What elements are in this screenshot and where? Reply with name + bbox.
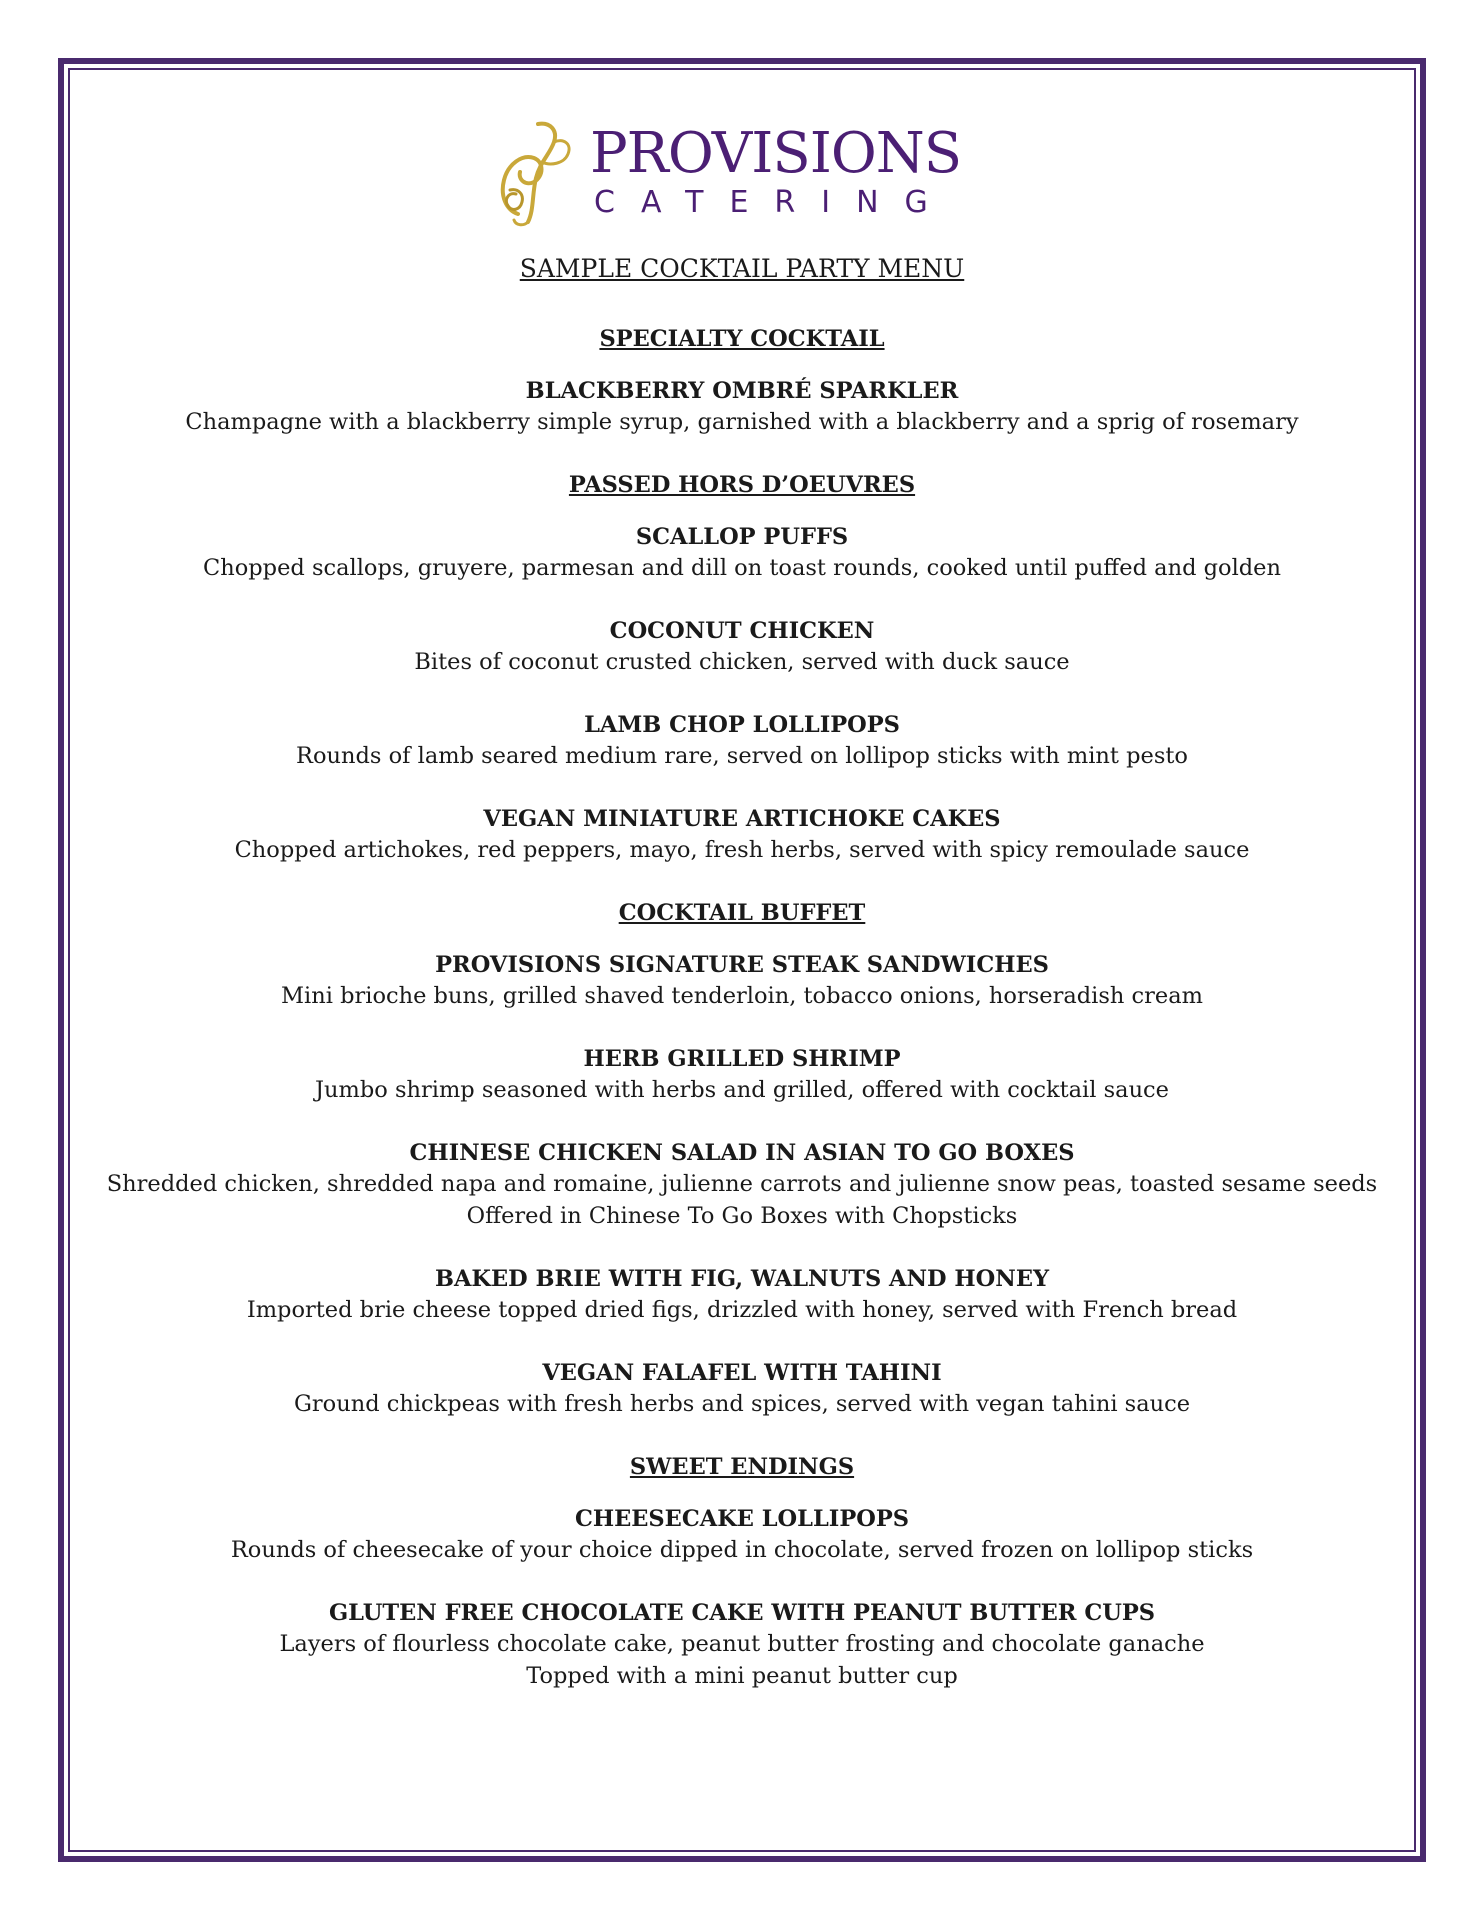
item-name: VEGAN FALAFEL WITH TAHINI — [542, 1360, 942, 1386]
item-description: Topped with a mini peanut butter cup — [526, 1663, 958, 1689]
item-description: Ground chickpeas with fresh herbs and spices, served with vegan tahini sauce — [293, 1391, 1191, 1417]
section-sweet-endings — [80, 1452, 1404, 1692]
item-name: CHEESECAKE LOLLIPOPS — [574, 1506, 910, 1532]
menu-content — [80, 252, 1404, 1724]
menu-item — [80, 1044, 1404, 1106]
item-name: SCALLOP PUFFS — [635, 524, 849, 550]
logo-subtitle: CATERING — [594, 185, 954, 220]
item-description: Bites of coconut crusted chicken, served with duck sauce — [414, 649, 1070, 675]
item-description: Rounds of cheesecake of your choice dipped in chocolate, served frozen on lollipop sticks — [230, 1537, 1254, 1563]
item-description: Shredded chicken, shredded napa and romaine, julienne carrots and julienne snow peas, toasted sesame seeds — [106, 1171, 1378, 1197]
item-description: Layers of flourless chocolate cake, peanut butter frosting and chocolate ganache — [279, 1631, 1205, 1657]
menu-item — [80, 1264, 1404, 1326]
section-passed-hors-doeuvres — [80, 470, 1404, 866]
item-description: Mini brioche buns, grilled shaved tenderloin, tobacco onions, horseradish cream — [281, 983, 1203, 1009]
section-title: COCKTAIL BUFFET — [618, 900, 866, 926]
item-description: Offered in Chinese To Go Boxes with Chopsticks — [466, 1203, 1018, 1229]
provisions-catering-logo — [488, 118, 988, 230]
section-title: PASSED HORS D’OEUVRES — [568, 472, 916, 498]
section-specialty-cocktail — [80, 324, 1404, 438]
menu-item — [80, 950, 1404, 1012]
menu-item — [80, 1504, 1404, 1566]
section-title: SWEET ENDINGS — [629, 1454, 855, 1480]
item-description: Jumbo shrimp seasoned with herbs and grilled, offered with cocktail sauce — [315, 1077, 1169, 1103]
menu-item — [80, 710, 1404, 772]
item-name: BLACKBERRY OMBRÉ SPARKLER — [525, 378, 959, 404]
menu-item — [80, 1138, 1404, 1232]
item-name: GLUTEN FREE CHOCOLATE CAKE WITH PEANUT BUTTER CUPS — [328, 1600, 1156, 1626]
menu-item — [80, 804, 1404, 866]
item-name: HERB GRILLED SHRIMP — [583, 1046, 901, 1072]
item-name: PROVISIONS SIGNATURE STEAK SANDWICHES — [435, 952, 1049, 978]
menu-item — [80, 522, 1404, 584]
item-name: VEGAN MINIATURE ARTICHOKE CAKES — [483, 806, 1001, 832]
item-name: COCONUT CHICKEN — [609, 618, 875, 644]
menu-item — [80, 376, 1404, 438]
script-p-monogram-icon — [488, 118, 580, 230]
item-name: CHINESE CHICKEN SALAD IN ASIAN TO GO BOXES — [409, 1140, 1075, 1166]
item-description: Chopped artichokes, red peppers, mayo, fresh herbs, served with spicy remoulade sauce — [234, 837, 1250, 863]
logo-wordmark: PROVISIONS — [590, 121, 962, 186]
item-description: Rounds of lamb seared medium rare, served on lollipop sticks with mint pesto — [296, 743, 1188, 769]
menu-title: SAMPLE COCKTAIL PARTY MENU — [519, 254, 965, 283]
menu-item — [80, 1358, 1404, 1420]
menu-item — [80, 616, 1404, 678]
item-description: Imported brie cheese topped dried figs, drizzled with honey, served with French bread — [246, 1297, 1238, 1323]
item-name: LAMB CHOP LOLLIPOPS — [584, 712, 900, 738]
menu-item — [80, 1598, 1404, 1692]
item-description: Champagne with a blackberry simple syrup, garnished with a blackberry and a sprig of rosemary — [185, 409, 1299, 435]
item-description: Chopped scallops, gruyere, parmesan and dill on toast rounds, cooked until puffed and golden — [203, 555, 1281, 581]
section-title: SPECIALTY COCKTAIL — [599, 326, 885, 352]
item-name: BAKED BRIE WITH FIG, WALNUTS AND HONEY — [434, 1266, 1050, 1292]
section-cocktail-buffet — [80, 898, 1404, 1420]
